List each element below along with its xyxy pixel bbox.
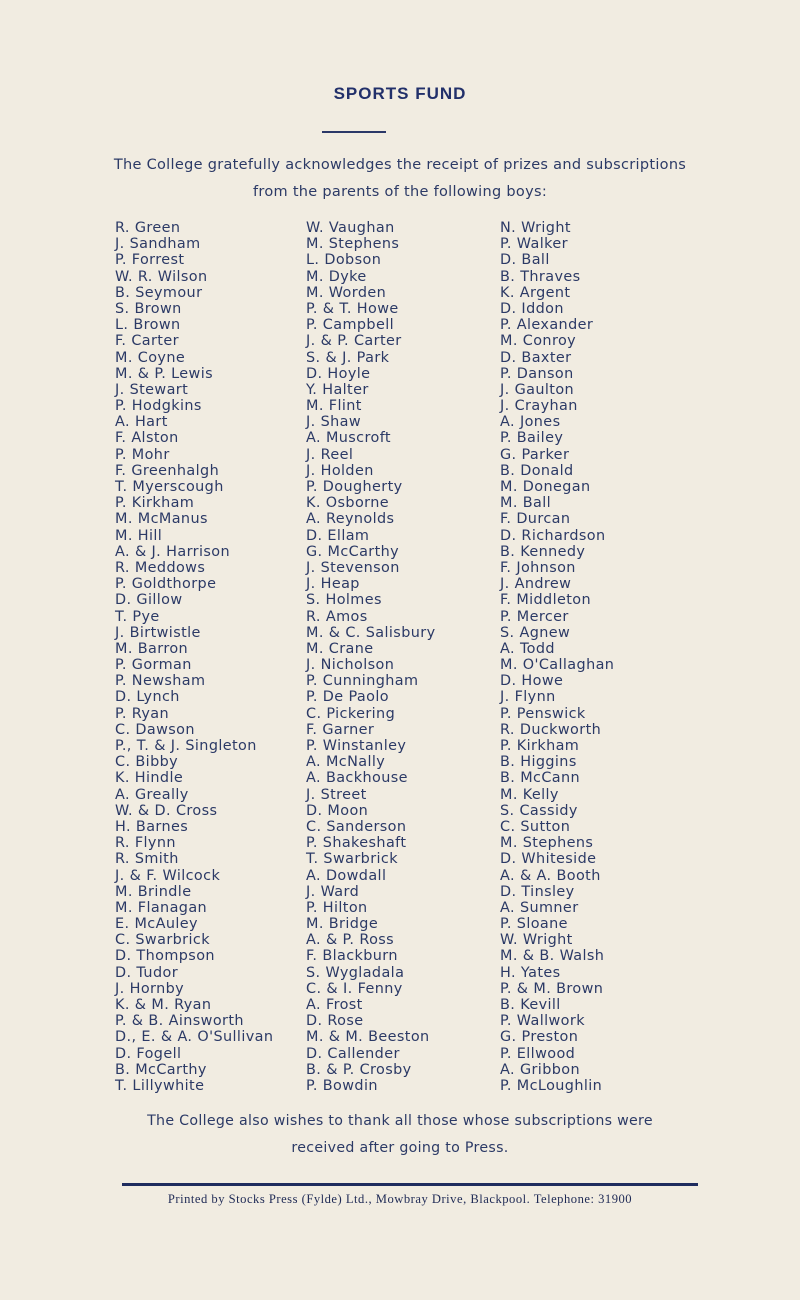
contributor-name: K. & M. Ryan bbox=[115, 997, 212, 1013]
contributor-name: A. Gribbon bbox=[500, 1061, 581, 1078]
contributor-name: P. Bailey bbox=[500, 430, 564, 447]
contributor-name: R. Green bbox=[115, 220, 181, 236]
contributor-name: D. Lynch bbox=[115, 689, 180, 706]
contributor-name: P. Goldthorpe bbox=[115, 576, 217, 593]
names-column-1 bbox=[115, 220, 273, 1094]
contributor-name: J. Holden bbox=[306, 462, 374, 479]
contributor-name: A. Sumner bbox=[500, 899, 579, 916]
contributor-name: J. & P. Carter bbox=[306, 333, 402, 350]
contributor-name: A. Reynolds bbox=[306, 511, 395, 528]
contributor-name: S. Agnew bbox=[500, 624, 571, 641]
contributor-name: L. Brown bbox=[115, 317, 181, 334]
contributor-name: P. & M. Brown bbox=[500, 980, 604, 997]
contributor-name: E. McAuley bbox=[115, 916, 198, 933]
contributor-name: J. Heap bbox=[306, 576, 360, 593]
contributor-name: J. Shaw bbox=[306, 414, 362, 431]
contributor-name: D. Thompson bbox=[115, 948, 215, 965]
contributor-name: P. Gorman bbox=[115, 657, 192, 674]
contributor-name: C. Sanderson bbox=[306, 818, 407, 835]
contributor-name: B. Thraves bbox=[500, 268, 581, 285]
contributor-name: R. Amos bbox=[306, 608, 368, 625]
contributor-name: F. Blackburn bbox=[306, 948, 398, 965]
contributor-name: K. Osborne bbox=[306, 495, 389, 512]
contributor-name: A. Backhouse bbox=[306, 770, 408, 787]
contributor-name: B. Donald bbox=[500, 462, 574, 479]
title-underline bbox=[322, 131, 386, 133]
contributor-name: M. Donegan bbox=[500, 479, 591, 495]
contributor-name: K. Argent bbox=[500, 284, 571, 301]
contributor-name: M. Stephens bbox=[306, 236, 400, 253]
contributor-name: G. McCarthy bbox=[306, 543, 400, 560]
contributor-name: D. Richardson bbox=[500, 527, 606, 544]
contributor-name: M. Barron bbox=[115, 640, 189, 657]
contributor-name: P. Winstanley bbox=[306, 738, 407, 754]
contributor-name: A. & P. Ross bbox=[306, 932, 395, 949]
contributor-name: M. Stephens bbox=[500, 835, 594, 852]
contributor-name: R. Meddows bbox=[115, 559, 206, 576]
contributor-name: A. Todd bbox=[500, 640, 555, 657]
contributor-name: P. Sloane bbox=[500, 916, 568, 933]
contributor-name: P. Campbell bbox=[306, 317, 394, 334]
contributor-name: M. Dyke bbox=[306, 268, 367, 285]
contributor-name: J. & F. Wilcock bbox=[115, 867, 221, 884]
contributor-name: C. Bibby bbox=[115, 754, 179, 771]
contributor-name: H. Yates bbox=[500, 964, 561, 981]
contributor-name: B. McCarthy bbox=[115, 1061, 207, 1078]
contributor-name: F. Alston bbox=[115, 430, 179, 447]
contributor-name: C. Pickering bbox=[306, 705, 396, 722]
contributor-name: B. Seymour bbox=[115, 284, 203, 301]
contributor-name: P. Mohr bbox=[115, 446, 170, 463]
contributor-name: S. & J. Park bbox=[306, 349, 390, 366]
contributor-name: P. Ryan bbox=[115, 705, 170, 722]
contributor-name: L. Dobson bbox=[306, 252, 382, 269]
contributor-name: P. Mercer bbox=[500, 608, 569, 625]
contributor-name: D. Whiteside bbox=[500, 851, 597, 868]
contributor-name: P. Kirkham bbox=[115, 495, 195, 512]
contributor-name: M. Hill bbox=[115, 527, 163, 544]
contributor-name: J. Crayhan bbox=[500, 398, 578, 415]
contributor-name: A. Greally bbox=[115, 786, 189, 803]
contributor-name: D., E. & A. O'Sullivan bbox=[115, 1029, 274, 1046]
contributor-name: M. Flanagan bbox=[115, 899, 208, 916]
contributor-name: A. Muscroft bbox=[306, 430, 391, 447]
names-column-3 bbox=[500, 220, 614, 1094]
contributor-name: Y. Halter bbox=[306, 381, 369, 398]
intro-line-1: The College gratefully acknowledges the receipt of prizes and subscriptions bbox=[113, 157, 687, 173]
contributor-name: T. Pye bbox=[115, 608, 160, 625]
contributor-name: P. Kirkham bbox=[500, 738, 580, 754]
contributor-name: M. Crane bbox=[306, 640, 374, 657]
contributor-name: A. Hart bbox=[115, 414, 168, 431]
contributor-name: P. & T. Howe bbox=[306, 300, 399, 317]
contributor-name: D. Tinsley bbox=[500, 883, 575, 900]
contributor-name: D. Tudor bbox=[115, 964, 179, 981]
contributor-name: F. Johnson bbox=[500, 559, 576, 576]
contributor-name: M. Bridge bbox=[306, 916, 379, 933]
thanks-line-1: The College also wishes to thank all those whose subscriptions were bbox=[147, 1113, 653, 1129]
contributor-name: C. & I. Fenny bbox=[306, 980, 403, 997]
contributor-name: P. Danson bbox=[500, 365, 574, 382]
footer-rule bbox=[122, 1183, 698, 1186]
contributor-name: D. Iddon bbox=[500, 300, 564, 317]
contributor-name: T. Swarbrick bbox=[306, 851, 398, 868]
contributor-name: M. & C. Salisbury bbox=[306, 624, 436, 641]
contributor-name: P. Bowdin bbox=[306, 1077, 378, 1094]
contributor-name: B. Higgins bbox=[500, 754, 577, 771]
contributor-name: K. Hindle bbox=[115, 770, 184, 787]
contributor-name: B. & P. Crosby bbox=[306, 1061, 412, 1078]
contributor-name: F. Durcan bbox=[500, 511, 571, 528]
contributor-name: T. Lillywhite bbox=[115, 1077, 205, 1094]
contributor-name: P. Alexander bbox=[500, 317, 594, 334]
contributor-name: R. Duckworth bbox=[500, 721, 602, 738]
thanks-line-2: received after going to Press. bbox=[291, 1140, 509, 1156]
contributor-name: M. & P. Lewis bbox=[115, 365, 214, 382]
contributor-name: S. Wygladala bbox=[306, 964, 405, 981]
contributor-name: D. Gillow bbox=[115, 592, 183, 609]
contributor-name: C. Swarbrick bbox=[115, 932, 210, 949]
contributor-name: F. Middleton bbox=[500, 592, 592, 609]
contributor-name: P. Penswick bbox=[500, 705, 586, 722]
contributor-name: M. Conroy bbox=[500, 333, 577, 350]
contributor-name: A. Jones bbox=[500, 414, 561, 431]
contributor-name: B. Kevill bbox=[500, 997, 561, 1013]
contributor-name: H. Barnes bbox=[115, 818, 189, 835]
contributor-name: G. Preston bbox=[500, 1029, 579, 1046]
contributor-name: P. Newsham bbox=[115, 673, 206, 690]
page-title: SPORTS FUND bbox=[333, 84, 467, 103]
contributor-name: S. Brown bbox=[115, 300, 182, 317]
contributor-name: P. Wallwork bbox=[500, 1013, 585, 1030]
contributor-name: S. Cassidy bbox=[500, 802, 578, 819]
contributor-name: J. Flynn bbox=[500, 689, 556, 706]
contributor-name: F. Garner bbox=[306, 721, 375, 738]
contributor-name: G. Parker bbox=[500, 446, 570, 463]
contributor-name: J. Ward bbox=[306, 883, 360, 900]
contributor-name: M. Brindle bbox=[115, 883, 192, 900]
contributor-name: B. McCann bbox=[500, 770, 581, 787]
contributor-name: D. Fogell bbox=[115, 1045, 182, 1062]
contributor-name: M. & M. Beeston bbox=[306, 1029, 430, 1046]
contributor-name: S. Holmes bbox=[306, 592, 382, 609]
contributor-name: J. Birtwistle bbox=[115, 624, 201, 641]
contributor-name: P. Walker bbox=[500, 236, 568, 253]
contributor-name: J. Stevenson bbox=[306, 559, 400, 576]
contributor-name: W. Wright bbox=[500, 932, 573, 949]
contributor-name: J. Stewart bbox=[115, 381, 189, 398]
contributor-name: B. Kennedy bbox=[500, 543, 586, 560]
contributor-name: A. McNally bbox=[306, 754, 386, 771]
intro-line-2: from the parents of the following boys: bbox=[252, 184, 548, 200]
contributor-name: T. Myerscough bbox=[115, 479, 224, 495]
contributor-name: J. Reel bbox=[306, 446, 354, 463]
contributor-name: W. Vaughan bbox=[306, 220, 395, 236]
contributor-name: D. Moon bbox=[306, 802, 369, 819]
contributor-name: J. Andrew bbox=[500, 576, 572, 593]
contributor-name: D. Ball bbox=[500, 252, 550, 269]
contributor-name: M. Worden bbox=[306, 284, 387, 301]
contributor-name: F. Carter bbox=[115, 333, 179, 350]
contributor-name: J. Nicholson bbox=[306, 657, 395, 674]
contributor-name: W. R. Wilson bbox=[115, 268, 208, 285]
contributor-name: A. Dowdall bbox=[306, 867, 387, 884]
contributor-name: M. & B. Walsh bbox=[500, 948, 605, 965]
contributor-name: D. Howe bbox=[500, 673, 564, 690]
contributor-name: P. & B. Ainsworth bbox=[115, 1013, 244, 1030]
contributor-name: P., T. & J. Singleton bbox=[115, 738, 257, 754]
contributor-name: J. Gaulton bbox=[500, 381, 575, 398]
contributor-name: P. Forrest bbox=[115, 252, 185, 269]
contributor-name: F. Greenhalgh bbox=[115, 462, 220, 479]
contributor-name: J. Street bbox=[306, 786, 367, 803]
contributor-name: D. Rose bbox=[306, 1013, 364, 1030]
contributor-name: M. Ball bbox=[500, 495, 552, 512]
contributor-name: J. Hornby bbox=[115, 980, 185, 997]
contributor-name: M. Flint bbox=[306, 398, 362, 415]
contributor-name: D. Ellam bbox=[306, 527, 370, 544]
contributor-name: M. Kelly bbox=[500, 786, 559, 803]
contributor-name: A. Frost bbox=[306, 997, 363, 1013]
contributor-name: P. McLoughlin bbox=[500, 1077, 603, 1094]
contributor-name: P. Hodgkins bbox=[115, 398, 202, 415]
contributor-name: J. Sandham bbox=[115, 236, 201, 253]
contributor-name: A. & J. Harrison bbox=[115, 543, 230, 560]
contributor-name: R. Flynn bbox=[115, 835, 176, 852]
names-column-2 bbox=[306, 220, 436, 1094]
contributor-name: P. De Paolo bbox=[306, 689, 389, 706]
contributor-name: C. Dawson bbox=[115, 721, 195, 738]
contributor-name: P. Hilton bbox=[306, 899, 368, 916]
contributor-name: D. Callender bbox=[306, 1045, 400, 1062]
contributor-name: N. Wright bbox=[500, 220, 571, 236]
contributor-name: D. Hoyle bbox=[306, 365, 371, 382]
contributor-name: M. McManus bbox=[115, 511, 208, 528]
contributor-name: R. Smith bbox=[115, 851, 179, 868]
contributor-name: P. Ellwood bbox=[500, 1045, 576, 1062]
contributor-name: M. Coyne bbox=[115, 349, 186, 366]
contributor-name: P. Shakeshaft bbox=[306, 835, 407, 852]
contributor-name: M. O'Callaghan bbox=[500, 657, 615, 674]
contributor-name: D. Baxter bbox=[500, 349, 572, 366]
contributor-name: P. Dougherty bbox=[306, 479, 403, 495]
contributor-name: W. & D. Cross bbox=[115, 802, 218, 819]
contributor-name: C. Sutton bbox=[500, 818, 571, 835]
printer-credit: Printed by Stocks Press (Fylde) Ltd., Mowbray Drive, Blackpool. Telephone: 31900 bbox=[167, 1192, 633, 1206]
contributor-name: P. Cunningham bbox=[306, 673, 419, 690]
contributor-name: A. & A. Booth bbox=[500, 867, 601, 884]
